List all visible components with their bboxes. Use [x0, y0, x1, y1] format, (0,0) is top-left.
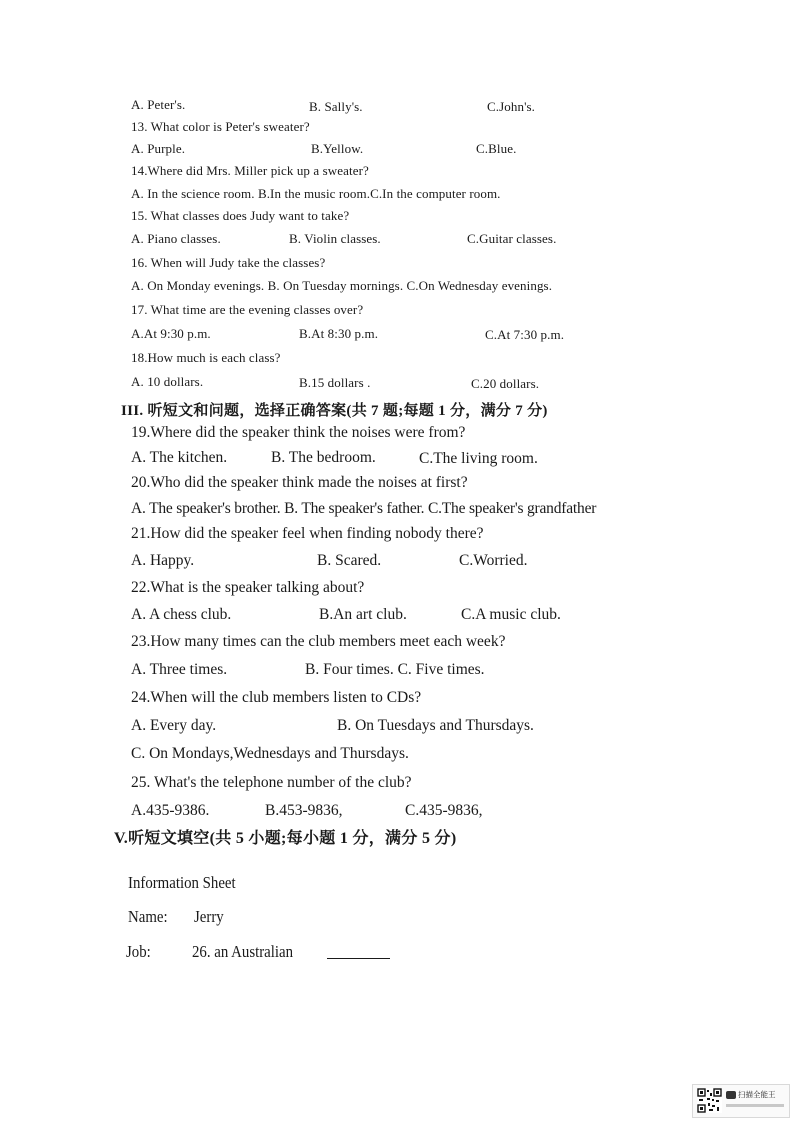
q22-option-c: C.A music club. [461, 606, 561, 623]
q24-option-b: B. On Tuesdays and Thursdays. [337, 717, 534, 734]
q18-question: 18.How much is each class? [131, 350, 281, 365]
q15-option-a: A. Piano classes. [131, 231, 221, 246]
q21-question: 21.How did the speaker feel when finding nobody there? [131, 525, 484, 542]
q12-option-a: A. Peter's. [131, 97, 186, 112]
q13-option-b: B.Yellow. [311, 141, 364, 156]
scanner-tagline [726, 1104, 784, 1107]
q21-option-c: C.Worried. [459, 552, 528, 569]
q18-option-b: B.15 dollars . [299, 375, 371, 390]
q24-question: 24.When will the club members listen to CDs? [131, 689, 422, 706]
q17-question: 17. What time are the evening classes over? [131, 302, 364, 317]
q20-options: A. The speaker's brother. B. The speaker's father. C.The speaker's grandfather [131, 500, 597, 517]
q22-option-a: A. A chess club. [131, 606, 232, 623]
scanner-app-icon [726, 1091, 736, 1099]
qr-code-icon [697, 1088, 722, 1113]
q25-option-a: A.435-9386. [131, 802, 210, 819]
q17-option-c: C.At 7:30 p.m. [485, 327, 565, 342]
job-label: Job: [126, 942, 151, 961]
q16-options: A. On Monday evenings. B. On Tuesday mornings. C.On Wednesday evenings. [131, 278, 553, 293]
scanner-watermark [692, 1084, 790, 1118]
name-value: Jerry [194, 907, 224, 926]
q14-question: 14.Where did Mrs. Miller pick up a sweater? [131, 163, 369, 178]
q12-option-b: B. Sally's. [309, 99, 363, 114]
q23-question: 23.How many times can the club members meet each week? [131, 633, 506, 650]
answer-blank-26[interactable] [327, 958, 390, 959]
q25-option-b: B.453-9836, [265, 802, 343, 819]
q17-option-a: A.At 9:30 p.m. [131, 326, 211, 341]
q23-option-bc: B. Four times. C. Five times. [305, 661, 485, 678]
q15-option-b: B. Violin classes. [289, 231, 381, 246]
section-3-heading: III. 听短文和问题，选择正确答案(共 7 题;每题 1 分，满分 7 分) [121, 403, 548, 419]
q22-option-b: B.An art club. [319, 606, 407, 623]
q15-option-c: C.Guitar classes. [467, 231, 557, 246]
q13-question: 13. What color is Peter's sweater? [131, 119, 310, 134]
q19-option-c: C.The living room. [419, 450, 538, 467]
q13-option-c: C.Blue. [476, 141, 517, 156]
q12-option-c: C.John's. [487, 99, 536, 114]
q22-question: 22.What is the speaker talking about? [131, 579, 365, 596]
scanner-app-name: 扫描全能王 [738, 1090, 776, 1099]
name-label: Name: [128, 907, 168, 926]
q25-question: 25. What's the telephone number of the club? [131, 774, 412, 791]
q21-option-a: A. Happy. [131, 552, 195, 569]
q13-option-a: A. Purple. [131, 141, 186, 156]
q23-option-a: A. Three times. [131, 661, 228, 678]
q19-option-a: A. The kitchen. [131, 449, 228, 466]
section-5-heading: V.听短文填空(共 5 小题;每小题 1 分，满分 5 分) [114, 830, 457, 847]
q18-option-c: C.20 dollars. [471, 376, 540, 391]
q24-option-a: A. Every day. [131, 717, 217, 734]
q25-option-c: C.435-9836, [405, 802, 483, 819]
q14-options: A. In the science room. B.In the music room.C.In the computer room. [131, 186, 501, 201]
q19-option-b: B. The bedroom. [271, 449, 376, 466]
information-sheet-title: Information Sheet [128, 873, 236, 892]
q19-question: 19.Where did the speaker think the noises were from? [131, 424, 466, 441]
q24-option-c: C. On Mondays,Wednesdays and Thursdays. [131, 745, 409, 762]
q18-option-a: A. 10 dollars. [131, 374, 204, 389]
q20-question: 20.Who did the speaker think made the noises at first? [131, 474, 468, 491]
q21-option-b: B. Scared. [317, 552, 382, 569]
q16-question: 16. When will Judy take the classes? [131, 255, 326, 270]
q17-option-b: B.At 8:30 p.m. [299, 326, 379, 341]
job-value: 26. an Australian [192, 942, 294, 961]
q15-question: 15. What classes does Judy want to take? [131, 208, 350, 223]
